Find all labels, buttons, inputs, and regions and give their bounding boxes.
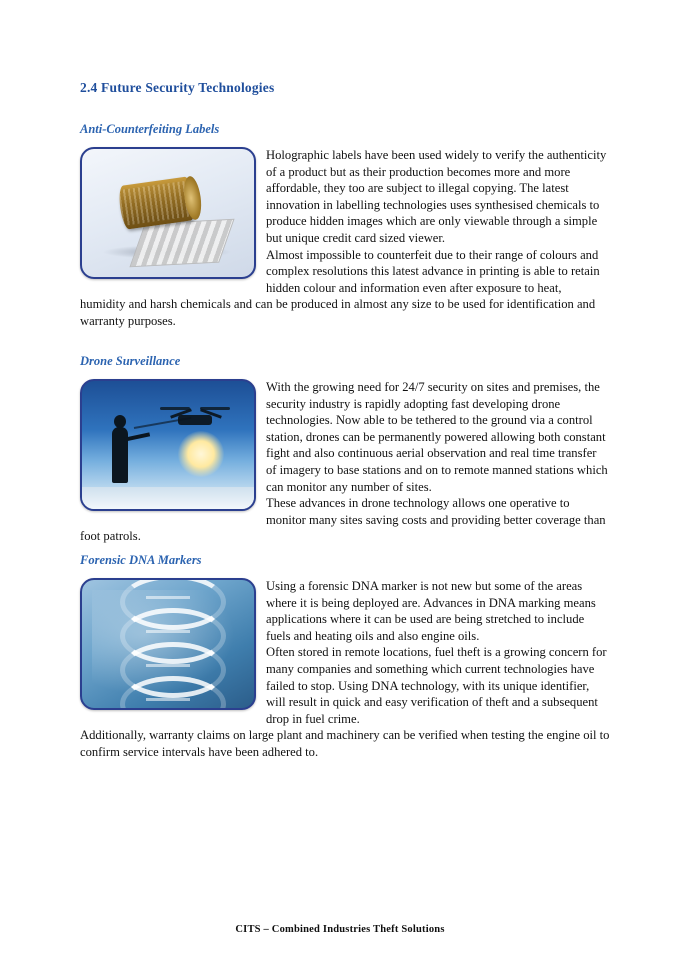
helix-strand: [120, 578, 216, 710]
paragraph: Using a forensic DNA marker is not new but some of the areas where it is being deployed are. Advances in DNA marking means applications where it can be used are being stretched to include fuels and heating oils and also engine oils.: [266, 579, 596, 643]
holographic-label-roll-image: [80, 147, 256, 279]
section-anti-counterfeiting-labels: [80, 122, 610, 330]
paragraph: Often stored in remote locations, fuel theft is a growing concern for many companies and something which current technologies have failed to stop. Using DNA technology, with its unique identifier, will result in quick and easy verification of theft and a subsequent drop in fuel crime.: [266, 645, 607, 726]
paragraph: Almost impossible to counterfeit due to their range of colours and complex resolutions this latest advance in printing is able to retain hidden colour and information even after exposure to heat, humidity and harsh chemicals and can be produced in almost any size to be used for identification and warranty purposes.: [80, 247, 600, 328]
dna-double-helix-image: [80, 578, 256, 710]
helix-rung: [146, 698, 190, 701]
section-heading: Forensic DNA Markers: [80, 553, 202, 567]
sun-glow: [178, 431, 224, 477]
helix-rung: [146, 664, 190, 667]
helix-rung: [146, 630, 190, 633]
operator-silhouette: [112, 427, 128, 483]
page-title: 2.4 Future Security Technologies: [80, 80, 275, 95]
paragraph: Holographic labels have been used widely to verify the authenticity of a product but as their production becomes more and more affordable, they too are subject to illegal copying. The latest innovation in labelling technologies uses synthesised chemicals to produce hidden images which are only viewable through a simple but unique credit card sized viewer.: [266, 148, 607, 245]
page-footer: CITS – Combined Industries Theft Solutions: [235, 924, 445, 935]
paragraph: With the growing need for 24/7 security on sites and premises, the security industry is rapidly adopting fast developing drone technologies. Now able to be tethered to the ground via a control station, drones can be permanently powered allowing both constant fight and also continuous aerial observation and real time transfer of imagery to base stations and on to remote manned stations which can monitor any number of sites.: [266, 380, 608, 494]
drone-rotor: [160, 407, 190, 410]
helix-rung: [146, 596, 190, 599]
section-heading: Anti-Counterfeiting Labels: [80, 122, 220, 136]
paragraph: Additionally, warranty claims on large plant and machinery can be verified when testing the engine oil to confirm service intervals have been adhered to.: [80, 728, 610, 759]
drone-with-operator-image: [80, 379, 256, 511]
paragraph: These advances in drone technology allows one operative to monitor many sites saving costs and providing better coverage than foot patrols.: [80, 496, 606, 544]
section-drone-surveillance: [80, 354, 610, 545]
drone-rotor: [200, 407, 230, 410]
ground: [82, 487, 254, 509]
section-forensic-dna-markers: [80, 553, 610, 761]
section-heading: Drone Surveillance: [80, 354, 181, 368]
